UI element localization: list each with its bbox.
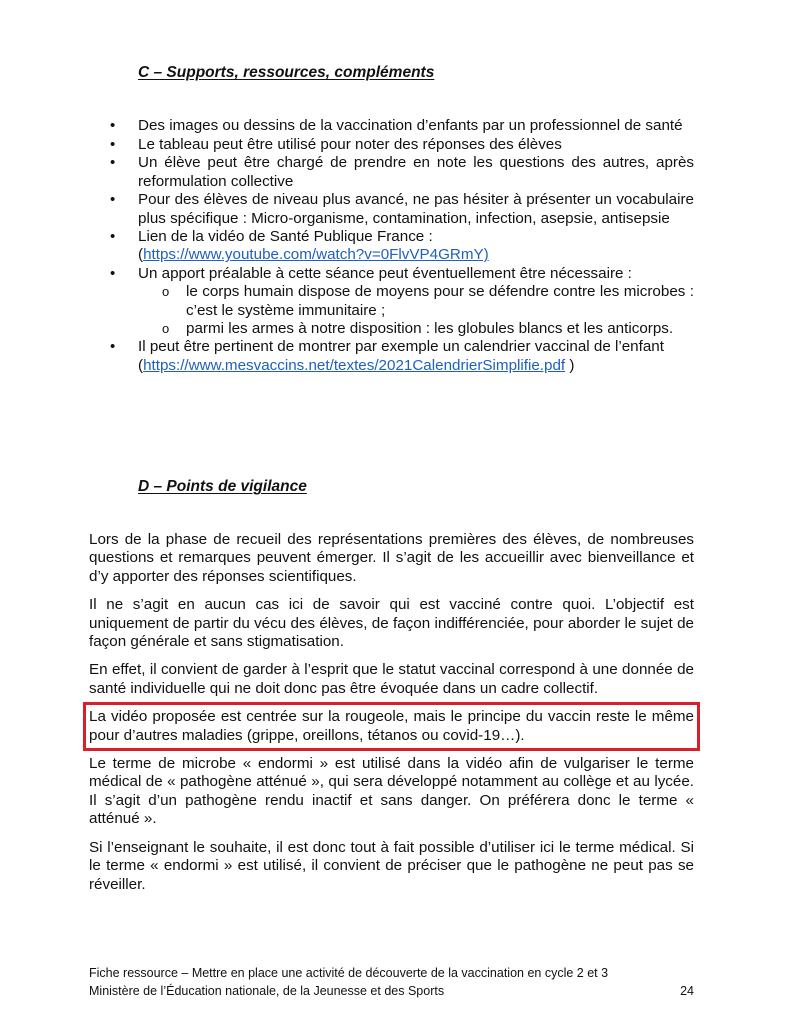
- calendar-text: Il peut être pertinent de montrer par exemple un calendrier vaccinal de l’enfant: [138, 338, 664, 356]
- calendar-link[interactable]: https://www.mesvaccins.net/textes/2021CalendrierSimplifie.pdf: [143, 356, 566, 374]
- page-number: 24: [680, 984, 694, 998]
- sub-list-item: o le corps humain dispose de moyens pour se défendre contre les microbes : c’est le système immunitaire ;: [162, 283, 694, 319]
- prior-knowledge-text: Un apport préalable à cette séance peut éventuellement être nécessaire :: [138, 265, 632, 283]
- list-item-prior-knowledge: [110, 265, 694, 338]
- list-item: • Des images ou dessins de la vaccination d’enfants par un professionnel de santé: [110, 117, 694, 135]
- footer-row: [89, 982, 694, 1000]
- list-item: • Un élève peut être chargé de prendre en note les questions des autres, après reformulation collective: [110, 154, 694, 190]
- prior-knowledge-sublist: [138, 283, 694, 338]
- paragraph: Le terme de microbe « endormi » est utilisé dans la vidéo afin de vulgariser le terme médical de « pathogène atténué », qui sera développé notamment au collège et au lycée. Il s’agit d’un pathogène rendu inactif et sans danger. On préférera donc le terme « atténué ».: [89, 755, 694, 828]
- footer-ministry: Ministère de l’Éducation nationale, de la Jeunesse et des Sports: [89, 984, 445, 998]
- sub-list-item: o parmi les armes à notre disposition : les globules blancs et les anticorps.: [162, 320, 694, 338]
- resources-list: [110, 117, 694, 375]
- close-paren: ): [565, 356, 575, 374]
- open-paren: (: [138, 356, 144, 374]
- paragraph: Lors de la phase de recueil des représentations premières des élèves, de nombreuses questions et remarques peuvent émerger. Il s’agit de les accueillir avec bienveillance et d’y apporter des réponses scientifiques.: [89, 531, 694, 585]
- open-paren: (: [138, 246, 144, 264]
- list-item: • Le tableau peut être utilisé pour noter des réponses des élèves: [110, 136, 694, 154]
- list-item-calendar: [110, 338, 694, 374]
- footer-title: Fiche ressource – Mettre en place une activité de découverte de la vaccination en cycle 2 et 3: [89, 966, 609, 980]
- section-c-heading: C – Supports, ressources, compléments: [138, 64, 435, 81]
- vigilance-paragraphs: [89, 531, 694, 904]
- youtube-link[interactable]: https://www.youtube.com/watch?v=0FlvVP4GRmY): [143, 246, 489, 264]
- list-item-video-link: [110, 228, 694, 264]
- paragraph: En effet, il convient de garder à l’esprit que le statut vaccinal correspond à une donnée de santé individuelle qui ne doit donc pas être évoquée dans un cadre collectif.: [89, 661, 694, 697]
- paragraph: Si l’enseignant le souhaite, il est donc tout à fait possible d’utiliser ici le terme médical. Si le terme « endormi » est utilisé, il convient de préciser que le pathogène ne peut pas se réveiller.: [89, 838, 694, 893]
- paragraph: Il ne s’agit en aucun cas ici de savoir qui est vacciné contre quoi. L’objectif est uniquement de partir du vécu des élèves, de façon indifférenciée, pour aborder le sujet de façon générale et sans stigmatisation.: [89, 596, 694, 651]
- section-d-heading: D – Points de vigilance: [138, 478, 307, 495]
- highlighted-paragraph: La vidéo proposée est centrée sur la rougeole, mais le principe du vaccin reste le même pour d’autres maladies (grippe, oreillons, tétanos ou covid-19…).: [89, 708, 694, 744]
- list-item: • Pour des élèves de niveau plus avancé, ne pas hésiter à présenter un vocabulaire plus spécifique : Micro-organisme, contamination, infection, asepsie, antisepsie: [110, 191, 694, 227]
- video-link-label: Lien de la vidéo de Santé Publique France :: [138, 228, 433, 246]
- page-footer: [89, 964, 694, 1000]
